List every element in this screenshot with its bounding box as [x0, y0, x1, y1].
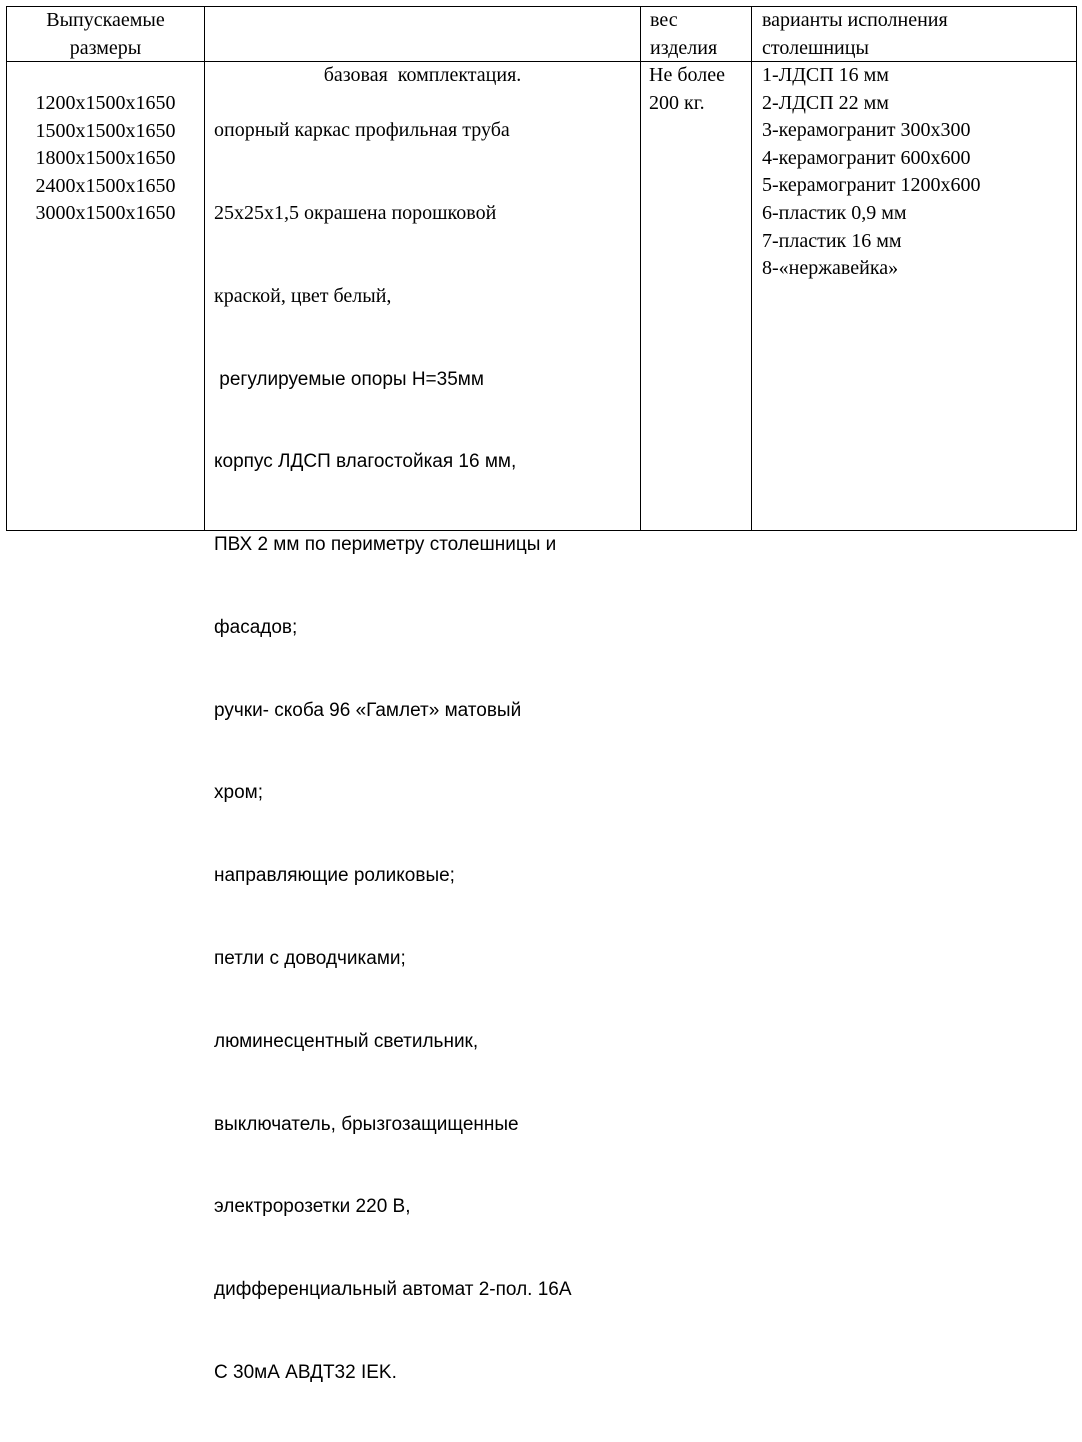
list-item: выключатель, брызгозащищенные — [214, 1113, 519, 1135]
table-border-left — [6, 6, 7, 531]
header-sizes — [7, 7, 204, 62]
list-item: С 30мА АВДТ32 IEK. — [214, 1361, 397, 1383]
list-item: хром; — [214, 782, 263, 804]
header-text: Выпускаемые — [46, 9, 165, 31]
list-item: 2400х1500х1650 — [35, 174, 176, 197]
list-item: 1800х1500х1650 — [35, 147, 176, 170]
list-item: корпус ЛДСП влагостойкая 16 мм, — [214, 451, 517, 473]
list-item: 1-ЛДСП 16 мм — [762, 64, 889, 86]
list-item: регулируемые опоры H=35мм — [214, 368, 484, 390]
list-item: направляющие роликовые; — [214, 865, 455, 887]
header-variants — [762, 7, 948, 62]
header-text: базовая комплектация. — [323, 64, 522, 87]
list-item: 7-пластик 16 мм — [762, 229, 902, 252]
list-item: 1200х1500х1650 — [35, 92, 176, 114]
column-divider — [751, 6, 752, 531]
header-weight — [650, 7, 717, 62]
header-text: столешницы — [762, 36, 869, 59]
list-item: петли с доводчиками; — [214, 948, 406, 969]
list-item: 3000х1500х1650 — [35, 202, 176, 225]
weight-text: Не более — [649, 64, 725, 86]
list-item: 5-керамогранит 1200х600 — [762, 174, 981, 197]
list-item: фасадов; — [214, 616, 298, 638]
list-item: 2-ЛДСП 22 мм — [762, 91, 889, 114]
variants-list — [762, 62, 981, 283]
table-border-right — [1076, 6, 1077, 531]
weight-text: 200 кг. — [649, 91, 705, 114]
list-item: дифференциальный автомат 2-пол. 16А — [214, 1279, 572, 1301]
list-item: 6-пластик 0,9 мм — [762, 201, 907, 224]
sizes-list — [7, 90, 204, 228]
list-item: 4-керамогранит 600х600 — [762, 146, 971, 169]
list-item: 8-«нержавейка» — [762, 257, 899, 280]
equipment-list — [214, 62, 572, 1442]
list-item: электророзетки 220 В, — [214, 1196, 411, 1218]
list-item: люминесцентный светильник, — [214, 1030, 479, 1052]
column-divider — [640, 6, 641, 531]
list-item: ручки- скоба 96 «Гамлет» матовый — [214, 699, 522, 721]
header-text: изделия — [650, 36, 718, 59]
header-text: размеры — [69, 36, 142, 59]
header-text: варианты исполнения — [762, 9, 948, 31]
weight-value — [649, 62, 725, 117]
header-text: вес — [650, 9, 678, 31]
list-item: 3-керамогранит 300х300 — [762, 119, 971, 142]
list-item: краской, цвет белый, — [214, 284, 392, 307]
list-item: 25х25х1,5 окрашена порошковой — [214, 201, 497, 224]
list-item: 1500х1500х1650 — [35, 119, 176, 142]
list-item: опорный каркас профильная труба — [214, 119, 510, 142]
list-item: ПВХ 2 мм по периметру столешницы и — [214, 534, 557, 556]
